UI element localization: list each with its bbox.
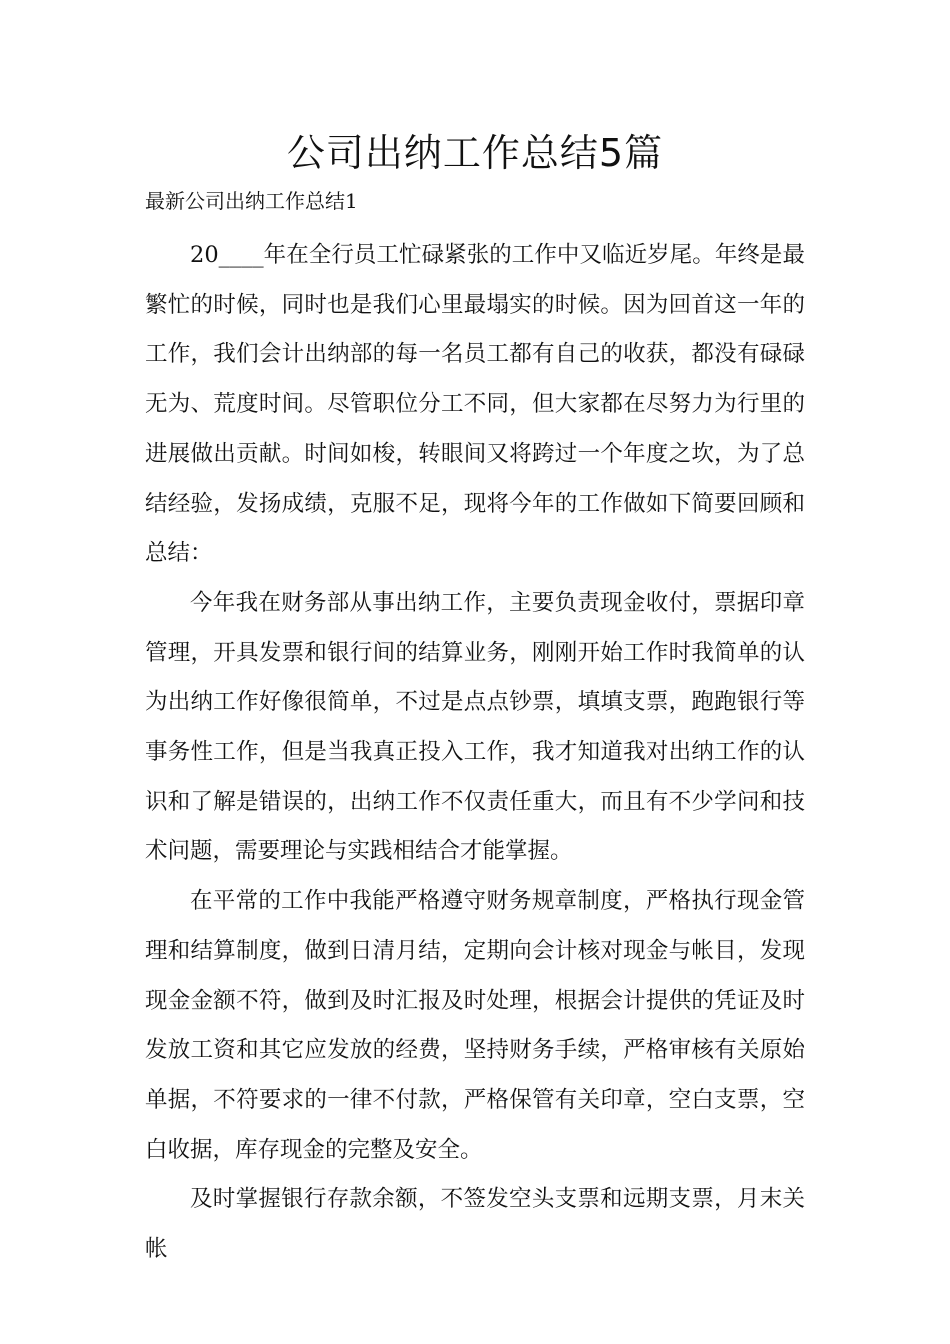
document-title: 公司出纳工作总结5篇: [286, 131, 664, 175]
paragraph-2: 今年我在财务部从事出纳工作，主要负责现金收付，票据印章管理，开具发票和银行间的结算业务，刚刚开始工作时我简单的认为出纳工作好像很简单，不过是点点钞票，填填支票，跑跑银行等事务性工作，但是当我真正投入工作，我才知道我对出纳工作的认识和了解是错误的，出纳工作不仅责任重大，而且有不少学问和技术问题，需要理论与实践相结合才能掌握。: [145, 589, 805, 865]
document-subtitle: 最新公司出纳工作总结1: [145, 189, 358, 213]
paragraph-4: 及时掌握银行存款余额，不签发空头支票和远期支票，月末关帐: [145, 1186, 805, 1263]
document-body: [145, 231, 805, 1275]
paragraph-1: 20____年在全行员工忙碌紧张的工作中又临近岁尾。年终是最繁忙的时候，同时也是我们心里最塌实的时候。因为回首这一年的工作，我们会计出纳部的每一名员工都有自己的收获，都没有碌碌无为、荒度时间。尽管职位分工不同，但大家都在尽努力为行里的进展做出贡献。时间如梭，转眼间又将跨过一个年度之坎，为了总结经验，发扬成绩，克服不足，现将今年的工作做如下简要回顾和总结：: [145, 242, 805, 567]
paragraph-3: 在平常的工作中我能严格遵守财务规章制度，严格执行现金管理和结算制度，做到日清月结，定期向会计核对现金与帐目，发现现金金额不符，做到及时汇报及时处理，根据会计提供的凭证及时发放工资和其它应发放的经费，坚持财务手续，严格审核有关原始单据，不符要求的一律不付款，严格保管有关印章，空白支票，空白收据，库存现金的完整及安全。: [145, 888, 805, 1163]
